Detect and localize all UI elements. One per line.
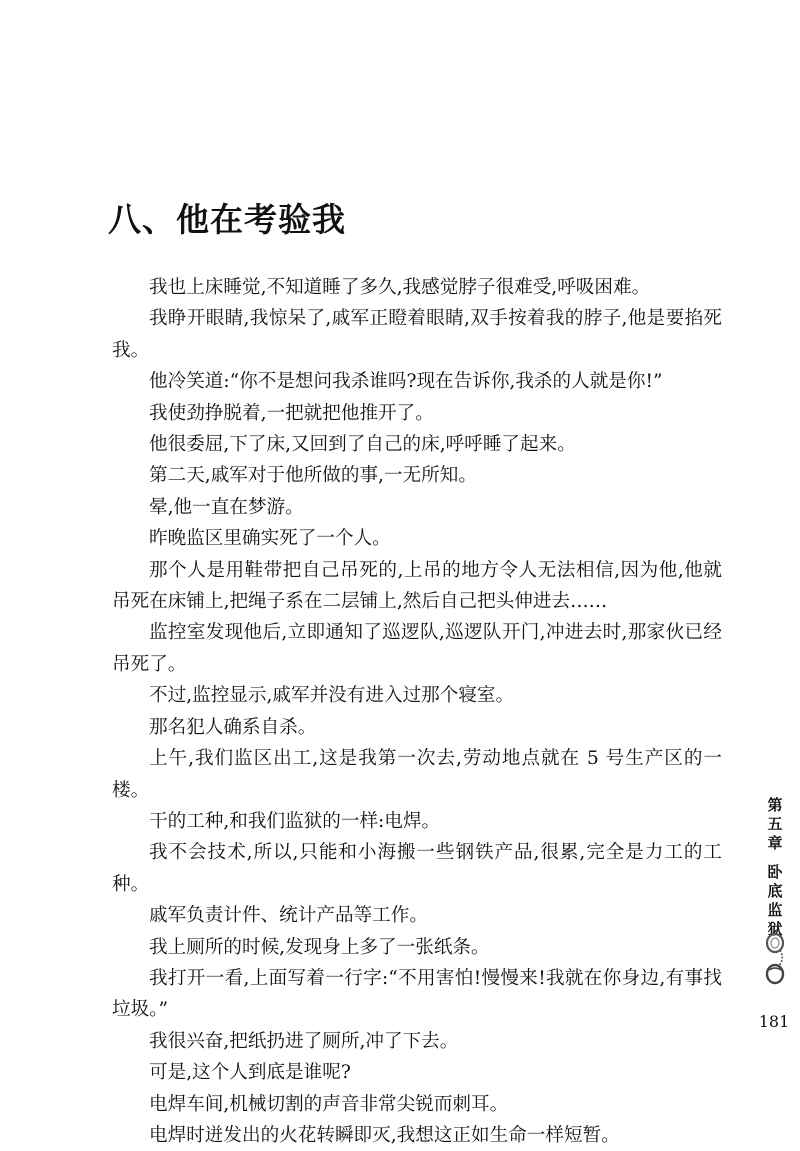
paragraph: 监控室发现他后,立即通知了巡逻队,巡逻队开门,冲进去时,那家伙已经吊死了。 <box>112 622 722 675</box>
paragraph: 可是,这个人到底是谁呢? <box>149 1062 351 1084</box>
section-char: 狱 <box>767 920 783 938</box>
paragraph: 晕,他一直在梦游。 <box>149 496 304 518</box>
paragraph: 我上厕所的时候,发现身上多了一张纸条。 <box>149 936 490 958</box>
chapter-char: 章 <box>767 834 783 852</box>
paragraph: 我很兴奋,把纸扔进了厕所,冲了下去。 <box>149 1030 459 1052</box>
chapter-title: 八、他在考验我 <box>108 200 346 239</box>
paragraph: 他很委屈,下了床,又回到了自己的床,呼呼睡了起来。 <box>149 434 576 456</box>
paragraph: 电焊时迸发出的火花转瞬即灭,我想这正如生命一样短暂。 <box>149 1124 620 1146</box>
paragraph: 他冷笑道:“你不是想问我杀谁吗?现在告诉你,我杀的人就是你!” <box>149 371 663 393</box>
section-char: 监 <box>767 901 783 919</box>
label-gap <box>760 853 790 863</box>
paragraph: 我睁开眼睛,我惊呆了,戚军正瞪着眼睛,双手按着我的脖子,他是要掐死我。 <box>112 308 722 361</box>
page-number: 181 <box>758 1012 790 1031</box>
paragraph: 我打开一看,上面写着一行字:“不用害怕!慢慢来!我就在你身边,有事找垃圾。” <box>112 967 722 1021</box>
paragraph: 上午,我们监区出工,这是我第一次去,劳动地点就在 5 号生产区的一楼。 <box>112 748 722 801</box>
chapter-char: 第 <box>767 796 783 814</box>
paragraph: 干的工种,和我们监狱的一样:电焊。 <box>149 810 441 832</box>
paragraph: 我使劲挣脱着,一把就把他推开了。 <box>149 402 434 424</box>
paragraph: 第二天,戚军对于他所做的事,一无所知。 <box>149 465 477 487</box>
section-char: 底 <box>767 882 783 900</box>
paragraph: 那个人是用鞋带把自己吊死的,上吊的地方令人无法相信,因为他,他就吊死在床铺上,把绳子系在二层铺上,然后自己把头伸进去…… <box>112 559 722 613</box>
paragraph: 我不会技术,所以,只能和小海搬一些钢铁产品,很累,完全是力工的工种。 <box>112 842 722 895</box>
side-chapter-label <box>760 796 790 939</box>
section-char: 卧 <box>767 863 783 881</box>
paragraph: 那名犯人确系自杀。 <box>149 716 317 738</box>
paragraph: 昨晚监区里确实死了一个人。 <box>149 528 391 550</box>
paragraph: 戚军负责计件、统计产品等工作。 <box>149 905 428 927</box>
handcuffs-icon <box>763 930 793 990</box>
paragraph: 我也上床睡觉,不知道睡了多久,我感觉脖子很难受,呼吸困难。 <box>149 277 651 298</box>
chapter-char: 五 <box>767 815 783 833</box>
paragraph: 不过,监控显示,戚军并没有进入过那个寝室。 <box>149 685 515 707</box>
paragraph: 电焊车间,机械切割的声音非常尖锐而刺耳。 <box>149 1093 509 1115</box>
body-text <box>112 272 722 1151</box>
